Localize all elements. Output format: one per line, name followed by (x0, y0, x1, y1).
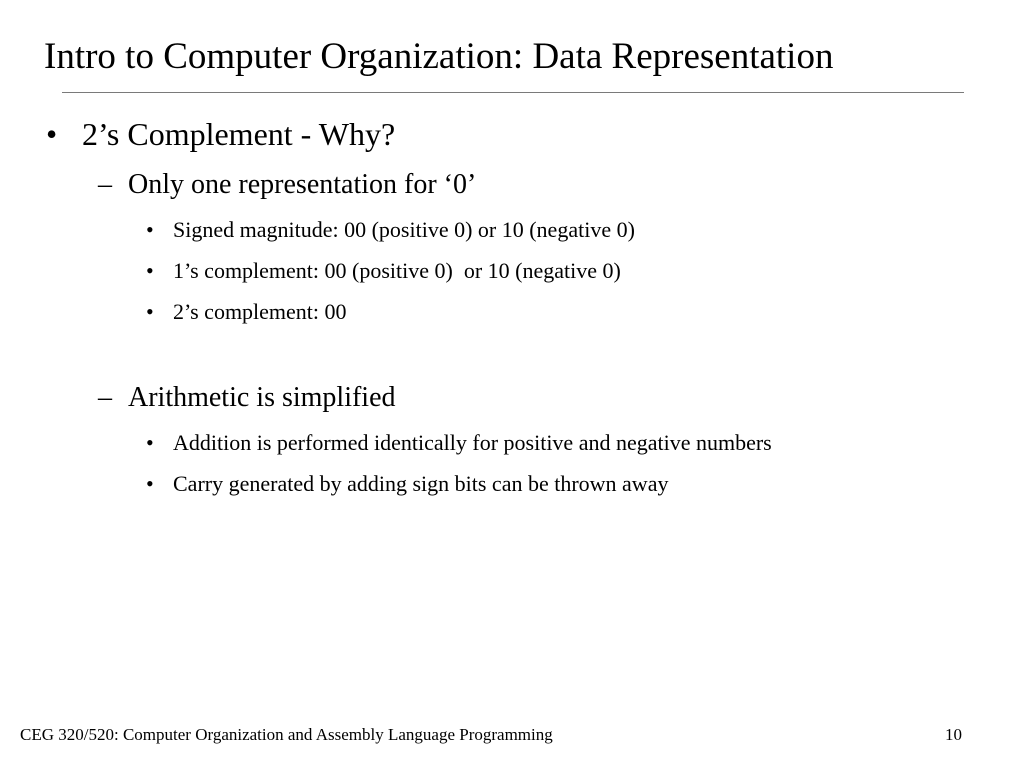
sub-heading-zero-representation: Only one representation for ‘0’ (128, 169, 477, 200)
bullet-marker: • (146, 471, 154, 496)
list-item-signed-magnitude: Signed magnitude: 00 (positive 0) or 10 (negative 0) (173, 217, 635, 242)
bullet-marker: • (146, 299, 154, 324)
page-number: 10 (945, 725, 962, 744)
list-item-addition: Addition is performed identically for positive and negative numbers (173, 430, 772, 455)
title-divider (62, 92, 964, 93)
list-item-carry: Carry generated by adding sign bits can be thrown away (173, 471, 669, 496)
slide-title: Intro to Computer Organization: Data Representation (44, 36, 834, 77)
bullet-marker: • (46, 116, 58, 152)
main-bullet-text: 2’s Complement - Why? (82, 116, 396, 152)
bullet-marker: • (146, 217, 154, 242)
footer-course: CEG 320/520: Computer Organization and Assembly Language Programming (20, 725, 553, 744)
bullet-marker: • (146, 430, 154, 455)
bullet-marker: • (146, 258, 154, 283)
list-item-ones-complement: 1’s complement: 00 (positive 0) or 10 (negative 0) (173, 258, 621, 283)
sub-heading-arithmetic: Arithmetic is simplified (128, 382, 396, 413)
list-item-twos-complement: 2’s complement: 00 (173, 299, 347, 324)
dash-marker: – (98, 382, 112, 413)
dash-marker: – (98, 169, 112, 200)
